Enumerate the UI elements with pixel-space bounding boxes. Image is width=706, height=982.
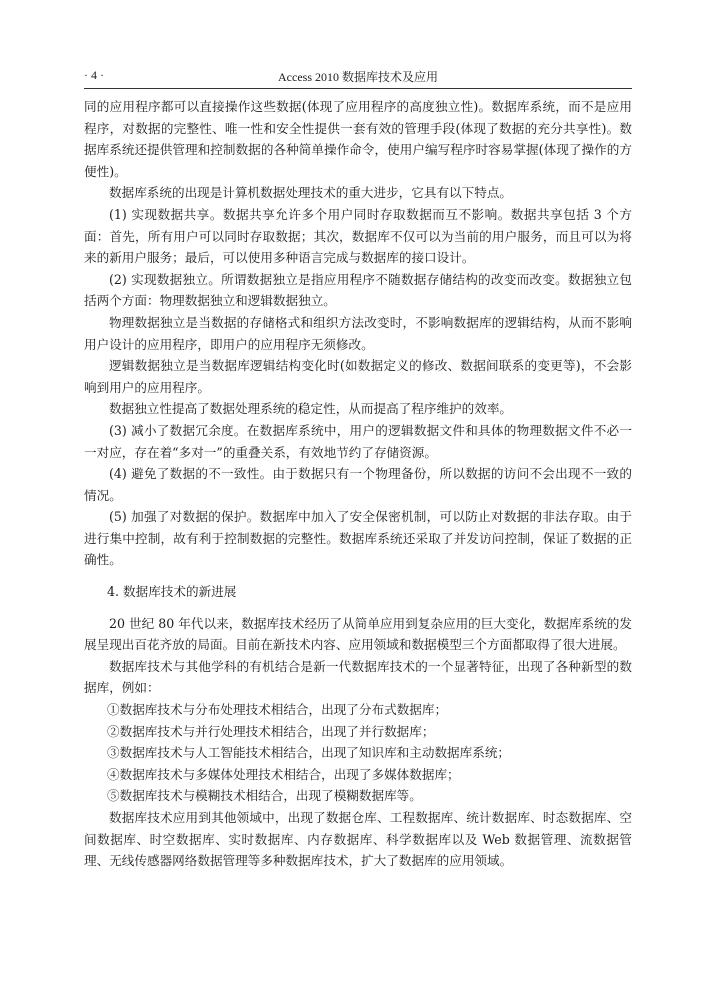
paragraph: 20 世纪 80 年代以来，数据库技术经历了从简单应用到复杂应用的巨大变化，数据库系统的发展呈现出百花齐放的局面。目前在新技术内容、应用领域和数据模型三个方面都取得了很大进展。 — [84, 615, 632, 653]
paragraph: (1) 实现数据共享。数据共享允许多个用户同时存取数据而互不影响。数据共享包括 3 个方面：首先，所有用户可以同时存取数据；其次，数据库不仅可以为当前的用户服务，而且可以为将来的新用户服务；最后，可以使用多种语言完成与数据库的接口设计。 — [84, 206, 632, 266]
paragraph: 逻辑数据独立是当数据库逻辑结构变化时(如数据定义的修改、数据间联系的变更等)，不会影响到用户的应用程序。 — [84, 358, 632, 395]
page-number: · 4 · — [84, 68, 104, 82]
document-page — [84, 62, 632, 872]
page-body — [84, 96, 632, 872]
paragraph: 数据库系统的出现是计算机数据处理技术的重大进步，它具有以下特点。 — [109, 185, 512, 201]
section-heading: 4. 数据库技术的新进展 — [107, 584, 237, 600]
paragraph: (3) 减小了数据冗余度。在数据库系统中，用户的逻辑数据文件和具体的物理数据文件不必一一对应，存在着“多对一”的重叠关系，有效地节约了存储资源。 — [84, 422, 632, 460]
running-title: Access 2010 数据库技术及应用 — [278, 70, 438, 84]
list-item: ⑤数据库技术与模糊技术相结合，出现了模糊数据库等。 — [107, 788, 422, 804]
paragraph: 物理数据独立是当数据的存储格式和组织方法改变时，不影响数据库的逻辑结构，从而不影响用户设计的应用程序，即用户的应用程序无须修改。 — [84, 314, 632, 352]
list-item: ④数据库技术与多媒体处理技术相结合，出现了多媒体数据库； — [107, 766, 460, 782]
paragraph: (5) 加强了对数据的保护。数据库中加入了安全保密机制，可以防止对数据的非法存取。由于进行集中控制，故有利于控制数据的完整性。数据库系统还采取了并发访问控制，保证了数据的正确性。 — [84, 509, 632, 568]
paragraph: 数据库技术与其他学科的有机结合是新一代数据库技术的一个显著特征，出现了各种新型的数据库，例如： — [84, 658, 632, 696]
list-item: ②数据库技术与并行处理技术相结合，出现了并行数据库； — [107, 723, 435, 739]
paragraph-continued: 同的应用程序都可以直接操作这些数据(体现了应用程序的高度独立性)。数据库系统，而不是应用程序，对数据的完整性、唯一性和安全性提供一套有效的管理手段(体现了数据的充分共享性)。数据库系统还提供管理和控制数据的各种简单操作命令，使用户编写程序时容易掌握(体现了操作的方便性)。 — [84, 99, 632, 179]
paragraph: 数据独立性提高了数据处理系统的稳定性，从而提高了程序维护的效率。 — [109, 401, 512, 417]
list-item: ①数据库技术与分布处理技术相结合，出现了分布式数据库； — [107, 702, 448, 718]
paragraph: 数据库技术应用到其他领域中，出现了数据仓库、工程数据库、统计数据库、时态数据库、空间数据库、时空数据库、实时数据库、内存数据库、科学数据库以及 Web 数据管理、流数据管理、无线传感器网络数据管理等多种数据库技术，扩大了数据库的应用领域。 — [84, 810, 632, 869]
page-header — [84, 62, 632, 89]
list-item: ③数据库技术与人工智能技术相结合，出现了知识库和主动数据库系统； — [107, 745, 510, 761]
paragraph: (2) 实现数据独立。所谓数据独立是指应用程序不随数据存储结构的改变而改变。数据独立包括两个方面：物理数据独立和逻辑数据独立。 — [84, 271, 632, 309]
paragraph: (4) 避免了数据的不一致性。由于数据只有一个物理备份，所以数据的访问不会出现不一致的情况。 — [84, 466, 632, 503]
